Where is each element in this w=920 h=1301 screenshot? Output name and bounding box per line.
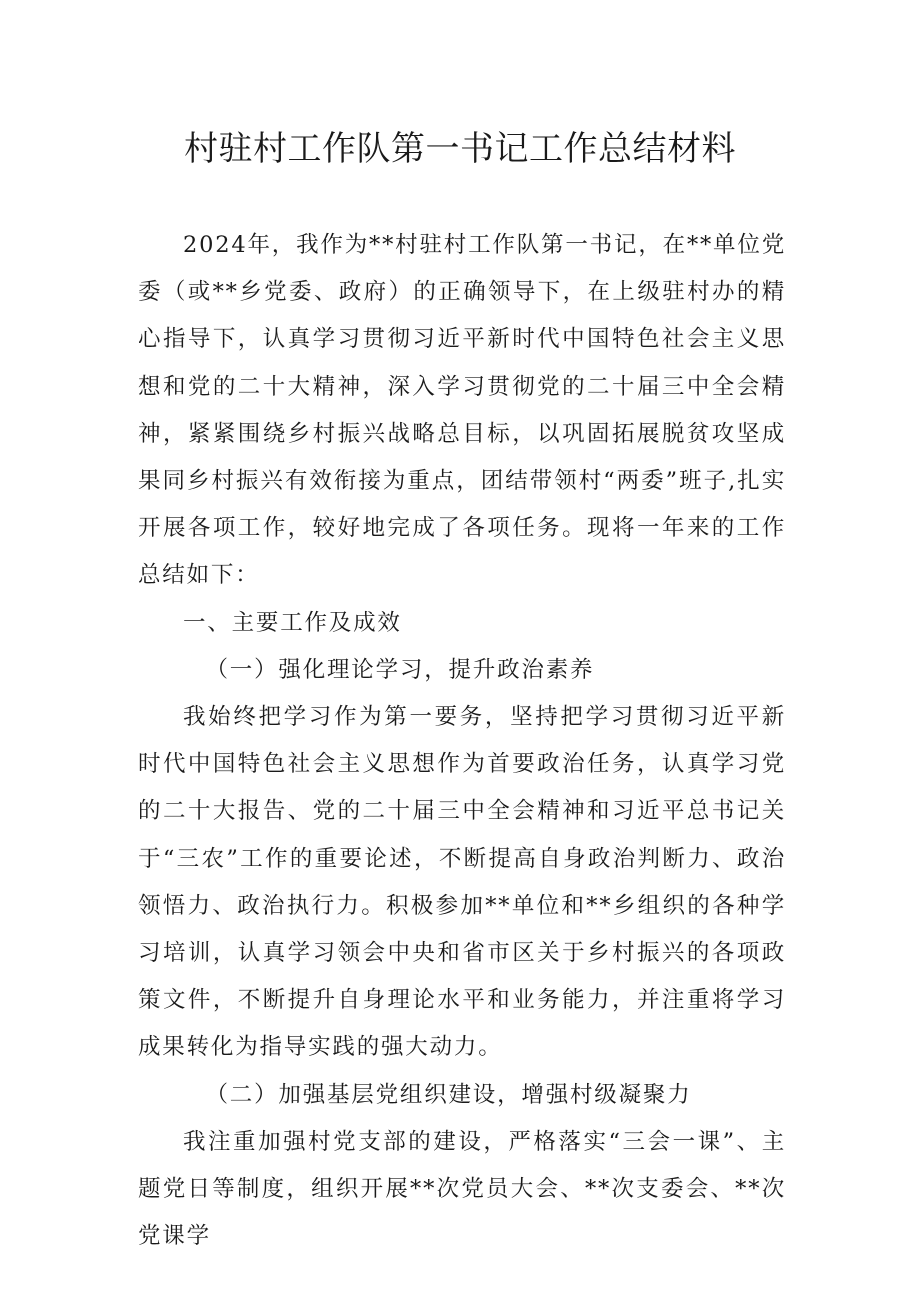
- subsection-heading-theory-study: （一）强化理论学习，提升政治素养: [205, 656, 595, 683]
- paragraph-intro: 2024年，我作为**村驻村工作队第一书记，在**单位党委（或**乡党委、政府）的正确领导下，在上级驻村办的精心指导下，认真学习贯彻习近平新时代中国特色社会主义思想和党的二十大精神，深入学习贯彻党的二十届三中全会精神，紧紧围绕乡村振兴战略总目标，以巩固拓展脱贫攻坚成果同乡村振兴有效衔接为重点，团结带领村“两委”班子,扎实开展各项工作，较好地完成了各项任务。现将一年来的工作总结如下：: [138, 232, 786, 589]
- section-heading-main-work: 一、主要工作及成效: [183, 609, 402, 636]
- subsection-heading-party-building: （二）加强基层党组织建设，增强村级凝聚力: [205, 1081, 692, 1108]
- paragraph-theory-study: 我始终把学习作为第一要务，坚持把学习贯彻习近平新时代中国特色社会主义思想作为首要政治任务，认真学习党的二十大报告、党的二十届三中全会精神和习近平总书记关于“三农”工作的重要论述，不断提高自身政治判断力、政治领悟力、政治执行力。积极参加**单位和**乡组织的各种学习培训，认真学习领会中央和省市区关于乡村振兴的各项政策文件，不断提升自身理论水平和业务能力，并注重将学习成果转化为指导实践的强大动力。: [138, 704, 786, 1061]
- document-body: [138, 222, 786, 1260]
- paragraph-party-building: 我注重加强村党支部的建设，严格落实“三会一课”、主题党日等制度，组织开展**次党员大会、**次支委会、**次党课学: [138, 1128, 786, 1250]
- document-title: 村驻村工作队第一书记工作总结材料: [184, 129, 736, 169]
